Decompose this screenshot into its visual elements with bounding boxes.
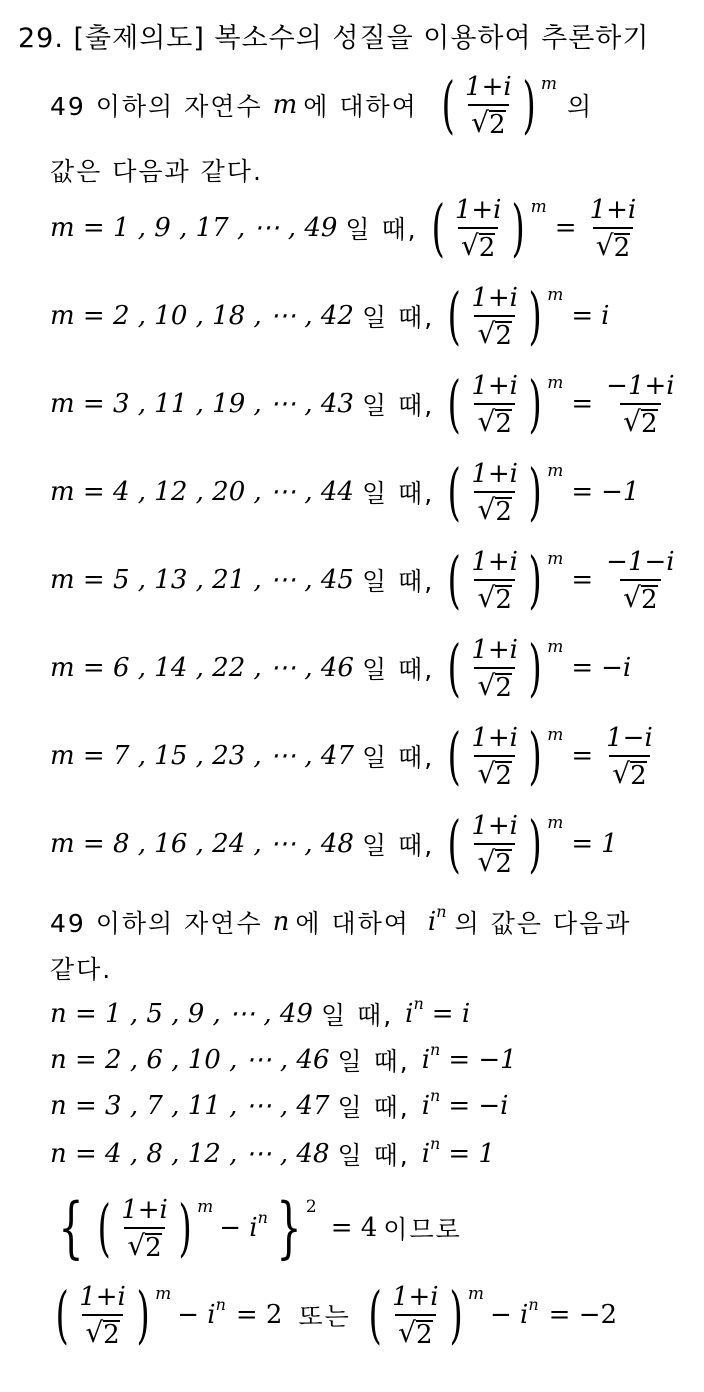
n-case-row: n = 1 , 5 , 9 , ⋯ , 49 일 때, i n = i [50,993,471,1030]
intro-n-line: 49 이하의 자연수 n 에 대하여 i n 의 값은 다음과 [50,901,632,938]
m-case-row: m = 6 , 14 , 22 , ⋯ , 46 일 때, ( 1+i √ 2 ) m = −i [50,631,632,704]
intro-m-after: 의 [567,92,594,121]
m-case-row: m = 5 , 13 , 21 , ⋯ , 45 일 때, ( 1+i √ 2 ) m = −1−i √ 2 [50,547,680,613]
m-case-row: m = 8 , 16 , 24 , ⋯ , 48 일 때, ( 1+i √ 2 ) m = 1 [50,807,618,880]
equation-squared: { ( 1+i √ 2 ) m − i n } 2 = 4 이므로 [58,1189,462,1266]
intro-m-suffix: 에 대하여 [303,92,418,121]
intro-m-line2: 값은 다음과 같다. [50,157,263,186]
expr-power-m: ( 1+i √ 2 ) m [441,68,558,141]
case-lhs: n = 2 , 6 , 10 , ⋯ , 46 [50,1045,330,1075]
problem-title: 29. [출제의도] 복소수의 성질을 이용하여 추론하기 [18,23,650,54]
n-case-row: n = 4 , 8 , 12 , ⋯ , 48 일 때, i n = 1 [50,1133,495,1170]
m-case-row: m = 1 , 9 , 17 , ⋯ , 49 일 때, ( 1+i √ 2 ) m = 1+i √ 2 [50,195,641,261]
case-lhs: n = 1 , 5 , 9 , ⋯ , 49 [50,999,313,1029]
intro-m-line [50,68,594,141]
eq2-word: 또는 [298,1302,351,1331]
case-lhs: m = 3 , 11 , 19 , ⋯ , 43 [50,389,354,419]
eq1-word: 이므로 [383,1215,462,1244]
intro-n-line2: 같다. [50,955,113,984]
case-word: 일 때, [361,655,435,684]
intro-m-prefix: 49 이하의 자연수 [50,92,263,121]
m-case-row: m = 2 , 10 , 18 , ⋯ , 42 일 때, ( 1+i √ 2 ) m = i [50,279,610,352]
rhs-value: i [601,301,610,331]
case-lhs: m = 6 , 14 , 22 , ⋯ , 46 [50,653,354,683]
case-lhs: m = 2 , 10 , 18 , ⋯ , 42 [50,301,354,331]
rhs-value: = 1 [448,1139,495,1169]
rhs-fraction: 1−i √ 2 [606,723,653,791]
m-case-row: m = 7 , 15 , 23 , ⋯ , 47 일 때, ( 1+i √ 2 ) m = 1−i √ 2 [50,723,658,789]
case-lhs: m = 7 , 15 , 23 , ⋯ , 47 [50,741,354,771]
case-lhs: m = 8 , 16 , 24 , ⋯ , 48 [50,829,354,859]
case-word: 일 때, [361,479,435,508]
case-word: 일 때, [320,1001,394,1030]
rhs-value: = i [431,999,471,1029]
expr-numerator: 1+i [465,72,512,102]
case-lhs: n = 3 , 7 , 11 , ⋯ , 47 [50,1091,330,1121]
case-word: 일 때, [337,1141,410,1170]
expr-sqrt: √ 2 [468,104,508,138]
n-case-row: n = 2 , 6 , 10 , ⋯ , 46 일 때, i n = −1 [50,1039,517,1076]
case-word: 일 때, [345,215,418,244]
case-word: 일 때, [361,831,435,860]
case-word: 일 때, [361,391,435,420]
eq1-rhs: = 4 [330,1213,378,1243]
rhs-value: 1 [601,829,618,859]
rhs-fraction: 1+i √ 2 [589,195,637,263]
n-case-row: n = 3 , 7 , 11 , ⋯ , 47 일 때, i n = −i [50,1085,509,1122]
expr-exponent: m [540,74,558,94]
intro-m-var: m [272,90,298,120]
case-lhs: m = 1 , 9 , 17 , ⋯ , 49 [50,213,338,243]
rhs-fraction: −1+i √ 2 [606,371,675,439]
m-case-row: m = 3 , 11 , 19 , ⋯ , 43 일 때, ( 1+i √ 2 ) m = −1+i √ 2 [50,371,680,437]
eq1-minus: − i [219,1213,258,1243]
case-word: 일 때, [337,1047,410,1076]
equation-result: ( 1+i √ 2 ) m − i n = 2 또는 ( 1+i √ 2 ) m − i n = −2 [55,1278,618,1351]
rhs-value: −1 [601,477,640,507]
rhs-value: = −i [448,1091,509,1121]
case-word: 일 때, [361,303,435,332]
case-word: 일 때, [337,1093,410,1122]
case-word: 일 때, [361,567,435,596]
case-lhs: m = 5 , 13 , 21 , ⋯ , 45 [50,565,354,595]
case-lhs: m = 4 , 12 , 20 , ⋯ , 44 [50,477,354,507]
m-case-row: m = 4 , 12 , 20 , ⋯ , 44 일 때, ( 1+i √ 2 ) m = −1 [50,455,640,528]
rhs-value: −i [601,653,632,683]
rhs-fraction: −1−i √ 2 [606,547,675,615]
case-lhs: n = 4 , 8 , 12 , ⋯ , 48 [50,1139,330,1169]
case-word: 일 때, [361,743,435,772]
expr-fraction [462,72,515,138]
rhs-value: = −1 [448,1045,517,1075]
